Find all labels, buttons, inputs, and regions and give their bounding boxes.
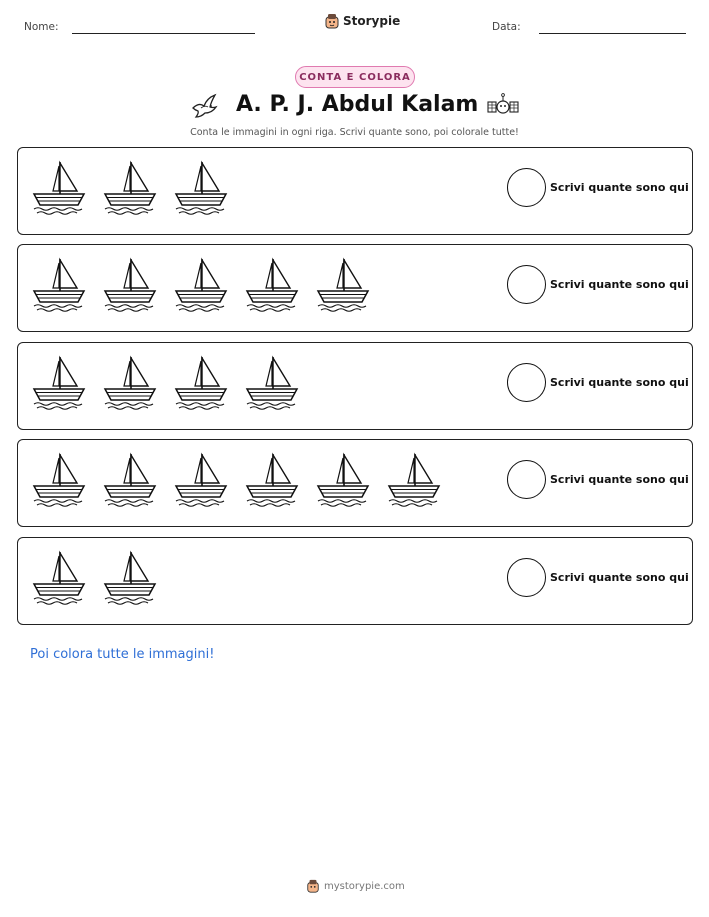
sailboat-icon <box>170 255 241 315</box>
answer-label: Scrivi quante sono qui <box>550 473 689 486</box>
sailboat-icon <box>312 255 383 315</box>
counting-row-5 <box>17 537 693 625</box>
sailboat-icon <box>99 353 170 413</box>
sailboat-icon <box>241 255 312 315</box>
boat-group <box>28 450 454 510</box>
answer-label: Scrivi quante sono qui <box>550 376 689 389</box>
date-label: Data: <box>492 21 521 33</box>
page-footer <box>306 879 405 893</box>
sailboat-icon <box>99 548 170 608</box>
mascot-icon <box>306 879 320 893</box>
counting-row-3 <box>17 342 693 430</box>
answer-circle[interactable] <box>507 265 546 304</box>
sailboat-icon <box>28 255 99 315</box>
title-row <box>0 90 709 124</box>
boat-group <box>28 548 170 608</box>
answer-circle[interactable] <box>507 460 546 499</box>
boat-group <box>28 158 241 218</box>
sailboat-icon <box>99 450 170 510</box>
sailboat-icon <box>99 158 170 218</box>
footer-site: mystorypie.com <box>324 880 405 892</box>
mascot-icon <box>324 13 340 29</box>
sailboat-icon <box>28 158 99 218</box>
sailboat-icon <box>241 450 312 510</box>
sailboat-icon <box>170 353 241 413</box>
page-title: A. P. J. Abdul Kalam <box>236 92 479 117</box>
instructions: Conta le immagini in ogni riga. Scrivi quante sono, poi colorale tutte! <box>190 127 519 138</box>
activity-badge: CONTA E COLORA <box>295 66 415 88</box>
sailboat-icon <box>170 158 241 218</box>
answer-circle[interactable] <box>507 168 546 207</box>
satellite-icon <box>487 92 519 122</box>
date-field[interactable] <box>539 33 686 34</box>
sailboat-icon <box>28 450 99 510</box>
page-header <box>0 0 709 50</box>
counting-row-2 <box>17 244 693 332</box>
sailboat-icon <box>312 450 383 510</box>
answer-circle[interactable] <box>507 363 546 402</box>
brand-logo <box>324 13 400 29</box>
answer-label: Scrivi quante sono qui <box>550 571 689 584</box>
sailboat-icon <box>99 255 170 315</box>
counting-row-4 <box>17 439 693 527</box>
name-field[interactable] <box>72 33 255 34</box>
counting-row-1 <box>17 147 693 235</box>
boat-group <box>28 255 383 315</box>
coloring-note: Poi colora tutte le immagini! <box>30 647 215 662</box>
answer-circle[interactable] <box>507 558 546 597</box>
answer-label: Scrivi quante sono qui <box>550 181 689 194</box>
answer-label: Scrivi quante sono qui <box>550 278 689 291</box>
sailboat-icon <box>28 353 99 413</box>
name-label: Nome: <box>24 21 59 33</box>
sailboat-icon <box>170 450 241 510</box>
sailboat-icon <box>28 548 99 608</box>
sailboat-icon <box>383 450 454 510</box>
sailboat-icon <box>241 353 312 413</box>
brand-name: Storypie <box>343 14 401 28</box>
dove-icon <box>189 92 219 122</box>
boat-group <box>28 353 312 413</box>
